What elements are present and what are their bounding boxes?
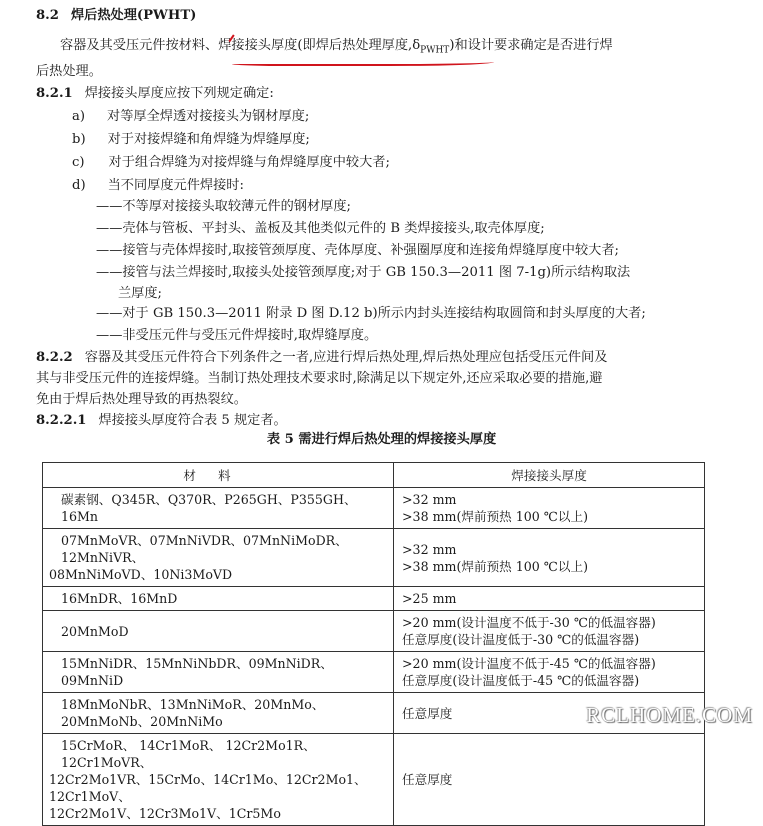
intro-subscript: PWHT xyxy=(420,45,450,56)
material-cell xyxy=(43,488,394,529)
thickness-line: 任意厚度 xyxy=(402,772,453,787)
table-row xyxy=(43,611,705,652)
material-cell xyxy=(43,587,394,611)
clause-number: 8.2.2 xyxy=(36,350,73,365)
list-text: 对于组合焊缝为对接焊缝与角焊缝厚度中较大者; xyxy=(108,155,390,170)
clause-8-2-2-1 xyxy=(36,411,287,430)
list-item-d xyxy=(72,176,244,195)
thickness-line: >32 mm xyxy=(402,541,457,557)
list-text: 对于对接焊缝和角焊缝为焊缝厚度; xyxy=(107,132,310,147)
header-material: 材料 xyxy=(43,463,394,488)
list-item-b xyxy=(72,130,310,149)
table-row xyxy=(43,652,705,693)
material-line: 16MnDR、16MnD xyxy=(61,591,178,606)
thickness-line: >38 mm(焊前预热 100 ℃以上) xyxy=(402,509,588,524)
material-cell xyxy=(43,734,394,826)
thickness-line: 任意厚度(设计温度低于-45 ℃的低温容器) xyxy=(402,673,640,688)
intro-text-a: 容器及其受压元件按材料、焊接接头厚度(即焊后热处理厚度,δ xyxy=(60,38,421,53)
clause-8-2-2 xyxy=(36,348,607,367)
list-item-c xyxy=(72,153,390,172)
thickness-cell xyxy=(394,652,705,693)
list-label: b) xyxy=(72,132,86,147)
dash-item: ——壳体与管板、平封头、盖板及其他类似元件的 B 类焊接接头,取壳体厚度; xyxy=(96,221,545,236)
material-line: 12Cr2Mo1V、12Cr3Mo1V、1Cr5Mo xyxy=(49,806,281,821)
thickness-line: >25 mm xyxy=(402,591,457,606)
thickness-line: >20 mm(设计温度不低于-30 ℃的低温容器) xyxy=(402,615,656,630)
material-line: 18MnMoNbR、13MnNiMoR、20MnMo、20MnMoNb、20MnNiMo xyxy=(61,697,325,729)
list-text: 对等厚全焊透对接接头为钢材厚度; xyxy=(107,109,310,124)
list-label: d) xyxy=(72,178,86,193)
intro-paragraph-line1 xyxy=(60,36,613,58)
material-line: 20MnMoD xyxy=(61,623,129,639)
clause-8-2-1 xyxy=(36,84,274,103)
thickness-cell xyxy=(394,529,705,587)
header-thickness: 焊接接头厚度 xyxy=(394,463,705,488)
material-line: 15MnNiDR、15MnNiNbDR、09MnNiDR、09MnNiD xyxy=(61,656,333,688)
section-title: 焊后热处理(PWHT) xyxy=(70,8,197,23)
dash-item: ——接管与壳体焊接时,取接管颈厚度、壳体厚度、补强圈厚度和连接角焊缝厚度中较大者; xyxy=(96,243,619,258)
material-line: 碳素钢、Q345R、Q370R、P265GH、P355GH、16Mn xyxy=(61,492,357,524)
dash-item: ——对于 GB 150.3—2011 附录 D 图 D.12 b)所示内封头连接结构取圆筒和封头厚度的大者; xyxy=(96,306,646,321)
dash-item-continuation: 兰厚度; xyxy=(118,286,163,301)
watermark: RCLHOME.COM xyxy=(586,703,753,727)
intro-paragraph-line2: 后热处理。 xyxy=(36,64,102,79)
material-cell xyxy=(43,693,394,734)
intro-text-b: )和设计要求确定是否进行焊 xyxy=(449,38,613,53)
pwht-thickness-table xyxy=(42,462,705,826)
dash-item: ——接管与法兰焊接时,取接头处接管颈厚度;对于 GB 150.3—2011 图 7-1g)所示结构取法 xyxy=(96,265,631,280)
table-row xyxy=(43,734,705,826)
table-header-row xyxy=(43,463,705,488)
thickness-cell xyxy=(394,611,705,652)
table-row xyxy=(43,488,705,529)
list-item-a xyxy=(72,107,309,126)
material-cell xyxy=(43,652,394,693)
clause-8-2-2-line3: 免由于焊后热处理导致的再热裂纹。 xyxy=(36,392,247,407)
material-cell xyxy=(43,529,394,587)
section-heading xyxy=(36,6,196,25)
section-number: 8.2 xyxy=(36,8,59,23)
clause-number: 8.2.2.1 xyxy=(36,413,87,428)
clause-number: 8.2.1 xyxy=(36,86,73,101)
material-cell xyxy=(43,611,394,652)
table-row xyxy=(43,587,705,611)
thickness-cell xyxy=(394,587,705,611)
clause-text: 容器及其受压元件符合下列条件之一者,应进行焊后热处理,焊后热处理应包括受压元件间及 xyxy=(84,350,608,365)
material-line: 15CrMoR、 14Cr1MoR、 12Cr2Mo1R、 12Cr1MoVR、 xyxy=(61,738,316,770)
thickness-cell xyxy=(394,488,705,529)
table-caption: 表 5 需进行焊后热处理的焊接接头厚度 xyxy=(266,432,497,447)
thickness-line: 任意厚度(设计温度低于-30 ℃的低温容器) xyxy=(402,632,640,647)
dash-item: ——不等厚对接接头取较薄元件的钢材厚度; xyxy=(96,199,352,214)
table-row xyxy=(43,529,705,587)
thickness-line: >32 mm xyxy=(402,492,457,507)
thickness-line: 任意厚度 xyxy=(402,705,453,721)
material-line: 07MnMoVR、07MnNiVDR、07MnNiMoDR、12MnNiVR、 xyxy=(61,533,348,565)
clause-text: 焊接接头厚度应按下列规定确定: xyxy=(84,86,274,101)
red-underline-annotation xyxy=(232,56,494,66)
list-text: 当不同厚度元件焊接时: xyxy=(107,178,244,193)
material-line: 08MnNiMoVD、10Ni3MoVD xyxy=(49,567,233,582)
dash-item: ——非受压元件与受压元件焊接时,取焊缝厚度。 xyxy=(96,328,378,343)
thickness-cell xyxy=(394,734,705,826)
thickness-line: >38 mm(焊前预热 100 ℃以上) xyxy=(402,558,588,574)
material-line: 12Cr2Mo1VR、15CrMo、14Cr1Mo、12Cr2Mo1、12Cr1MoV、 xyxy=(49,772,367,804)
thickness-line: >20 mm(设计温度不低于-45 ℃的低温容器) xyxy=(402,656,656,671)
list-label: c) xyxy=(72,155,85,170)
clause-text: 焊接接头厚度符合表 5 规定者。 xyxy=(98,413,287,428)
clause-8-2-2-line2: 其与非受压元件的连接焊缝。当制订热处理技术要求时,除满足以下规定外,还应采取必要的措施,避 xyxy=(36,371,603,386)
list-label: a) xyxy=(72,109,86,124)
